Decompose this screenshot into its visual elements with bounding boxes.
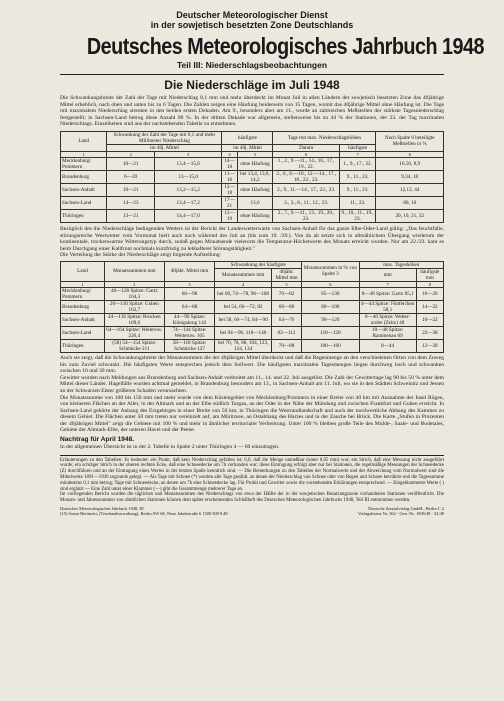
th2-schwankung: Schwankung der häufigste — [215, 261, 302, 268]
th2-pct: Monatssummen in % von Spalte 3 — [302, 261, 359, 281]
table-cell: Sachsen-Land — [61, 196, 107, 209]
table-cell: 14—23 — [107, 196, 155, 209]
th-land: Land — [61, 131, 107, 151]
table-cell: 4—44 Spitze: Fünfeichen 58,1 — [360, 300, 415, 313]
table-cell: bei 58, 66—74, 84—90 — [215, 313, 272, 326]
imprint-left-2: (15) Anton Bertinetti, (Treuhandverwaltung), Berlin SW 68, Neue Jakobstraße 6 1500 500 8.48 — [60, 511, 228, 517]
colnum: 1 — [61, 281, 105, 287]
imprint-left-1: Deutsches Meteorologisches Jahrbuch 1948, III. — [60, 506, 145, 512]
table-cell: 82—112 — [271, 326, 301, 339]
table-cell: 70—88 — [271, 339, 301, 352]
th-datum: Datum — [273, 144, 340, 151]
table-cell: bei 60, 74—78, 96—108 — [215, 287, 272, 300]
table-cell: Brandenburg — [61, 170, 107, 183]
table-cell: 12—28 — [416, 339, 443, 352]
table-row — [61, 170, 444, 183]
table-cell: 9., 10., 11., 19., 23. — [339, 209, 376, 222]
table-cell: 9., 11., 23. — [339, 170, 376, 183]
table-cell: 14—22 — [416, 300, 443, 313]
table-cell: 9., 11., 23. — [339, 183, 376, 196]
table-cell: 1., 9., 17., 22. — [339, 157, 376, 170]
distribution-intro: Die Verteilung der Stärke der Niederschläge zeigt folgende Aufstellung: — [60, 252, 222, 259]
th2-monat2: Monatssummen mm — [215, 268, 272, 281]
colnum: 3 — [164, 281, 215, 287]
table-cell: 16,50, 8,9 — [376, 157, 444, 170]
table-cell: 13,4—17,2 — [154, 196, 222, 209]
table-row — [61, 183, 444, 196]
table-cell: Thüringen — [61, 209, 107, 222]
table-cell: 2., 3., 8., 11., 12., 23. — [273, 196, 340, 209]
table-cell: 2., 9., 11.—14., 17., 22., 23. — [273, 183, 340, 196]
table-cell: 90—120 — [302, 313, 359, 326]
table-cell: Mecklenburg/ Pommern — [61, 157, 107, 170]
table-cell: 11—16 — [222, 170, 237, 183]
masthead: Deutsches Meteorologisches Jahrbuch 1948 — [86, 33, 484, 59]
table-cell: 64—76 — [271, 313, 301, 326]
table-cell: 2., 7., 9.—11., 13., 19., 20., 23. — [273, 209, 340, 222]
table-row — [61, 209, 444, 222]
explanation-paragraph: Erläuterungen zu den Tabellen: Es bedeutet: ein Punkt, daß kein Niederschlag gefallen ist; 0,0, daß die Menge unmeßbar (unter 0,05 mm) war; ein Strich, daß eine Messung nicht ausgeführt wurde; ein schräger Strich in der oberen rechten Ecke, daß eine Schneedecke um 7h vorhanden war; diese Eintragung erfolgt aber nur bei Stationen, die regelmäßige Messungen der Schneedecke (Z) durchführen und an der Eintragung eines Wertes in der letzten Spalte kenntlich sind. — Die Bemerkungen zu den Tabellen der Normalwerte und der Abweichung vom Normalwert sind die Mittelwerte 1891—1930 zugrunde gelegt. — Als Tage mit Schnee (*) wurden alle Tage gezählt, an denen der Niederschlag von Schnee oder von Regen und Schnee herrührte und die Tagessumme mindestens 0,1 mm betrug; Tage mit Schneedecke, an denen um 7h eine Schneedecke lag. Für Probit und Gewitter sowie die vorstehenden Erklärungen entsprechend. — Eingeklammerte Werte ( ) sind ergänzt — Eine Zahl unter einer Klammer (—) gibt die Gesamtmenge mehrerer Tage an. — [60, 457, 444, 492]
colnum: 1 — [61, 151, 107, 157]
divider — [60, 455, 444, 456]
table-cell: 16—26 — [416, 287, 443, 300]
colnum: 5 — [271, 281, 301, 287]
weather-paragraph: Bezüglich des die Niederschläge bedingenden Wetters ist der Bericht der Landeswetterwarte von Sachsen-Anhalt für das ganze Elbe-Oder-Land gültig: „Das feuchtfalle, störungsreiche Westwetter vom Vormonat hielt auch noch während des Juli an (bis zum 19. /20.). Von da ab setzte sich in allmählichem Übergang wiederum der kontinentale, trockenwarme Witterungstyp durch, sodaß gegen Monatsende vielerorts die Temperatur-Höchstwerte des Monats erreicht wurden. Nur am 22./23. kam es beim Durchgang einer Kaltfront nochmals kurzfristig zu lebhafterer Störungstätigkeit." — [60, 225, 444, 252]
table-row — [61, 157, 444, 170]
table-cell: 20, 10, 21, 32 — [376, 209, 444, 222]
table-cell: 13—19 — [222, 209, 237, 222]
page-title: Die Niederschläge im Juli 1948 — [164, 78, 340, 92]
th2-mm: mm — [359, 268, 416, 281]
table-cell: Brandenburg — [61, 300, 105, 313]
table-cell: 12,12, 44 — [376, 183, 444, 196]
th-haeufigste2: häufigste — [339, 144, 376, 151]
table-cell: 2., 6., 8.—10., 12.—14., 17., 18., 22., 23. — [273, 170, 340, 183]
table-cell: 9,34, 18 — [376, 170, 444, 183]
table-row — [61, 339, 444, 352]
table-cell: 80, 10 — [376, 196, 444, 209]
colnum: 3 — [154, 151, 222, 157]
table-cell: Sachsen-Anhalt — [61, 183, 107, 196]
table-cell: 13—15,0 — [154, 170, 222, 183]
th-nach: Nach Spalte 6 beteiligte Meßstellen in % — [376, 131, 444, 151]
table-cell: 74—144 Spitze: Weiterow. 165 — [164, 326, 215, 339]
table-cell: bei 94—96, 118—140 — [215, 326, 272, 339]
table-cell: bei 54, 66—72, 82 — [215, 300, 272, 313]
table-cell: bei 13,4, 13,8, 14,2 — [237, 170, 273, 183]
monthly-sum-paragraph: Die Monatssumme von 100 bis 150 mm und mehr wurde von dem Küstengebiet von Mecklenburg/Pommern in einer Breite von 40 km mit Ausnahme der Insel Rügen, von kleineren Flächen an der Aller, in der Altmark und an der Elbe südlich Torgau, an der Oder in der Nähe der Mündung und zwischen Frankfurt und Guben erreicht. In Sachsen-Land gehörte der Anhang des Erzgebirges in einer Breite von 50 km, in Thüringen die Westrandlandschaft und auch der nordwestliche Abhang des Kammes zu diesem Gebiet. Die Flächen unter 50 mm treten nur vereinzelt auf, am Müritzsee, an Ostabhang des Harzes und in der Zauche bei Brück. Die Karte „Stufen in Prozenten der 40jährigen Mittel" zeigt die Gebiete mit 100 % und mehr in ähnlicher territorialer Verbreitung. Unter 100 % bleiben große Teile des Mulde-, Saale- und Bodetales, Gebiete der Altmark-Elbe, der unteren Havel und der Peene. — [60, 394, 444, 434]
analysis-paragraph: Auch sie zeigt, daß die Schwankungsbreite der Monatssummen die der 40jährigen Mittel überdeckt und daß die Regenmenge an den verschiedenen Orten von dem Zuweg bis zum Zuviel schwankt. Die häufigsten Werte entsprechen jedoch dem Sollwert. Die häufigsten maximalen Tagesmengen liegen durchweg hoch und schwanken zwischen 10 und 30 mm. — [60, 354, 444, 375]
table-cell: 110—120 — [302, 326, 359, 339]
th-im40j-b: im 40j. Mittel — [222, 144, 273, 151]
table-cell: 11., 23. — [339, 196, 376, 209]
table-row — [61, 326, 444, 339]
table-cell: 22—38 — [416, 326, 443, 339]
table-row — [61, 287, 444, 300]
th-haeufigste: häufigste — [222, 131, 273, 144]
colnum: 8 — [376, 151, 444, 157]
service-name: Deutscher Meteorologischer Dienst — [176, 10, 328, 20]
table-cell: 44—90 Spitze: Königskrug 142 — [164, 313, 215, 326]
zone-name: in der sowjetisch besetzten Zone Deutschlands — [150, 20, 354, 30]
table-cell: 8—48 Spitze: Gartz 85,1 — [359, 287, 416, 300]
th-tagemax: Tage mit max. Niederschlagshöhen — [273, 131, 376, 144]
th2-hfg: häufigste mm — [416, 268, 443, 281]
imprint-footer — [60, 506, 444, 516]
table-cell: 12—18 — [222, 183, 237, 196]
table-cell: 6—20 — [107, 170, 155, 183]
table-cell: ohne Häufung — [237, 157, 273, 170]
colnum: 6 — [302, 281, 359, 287]
table-cell: 70—82 — [271, 287, 301, 300]
colnum: 6 — [273, 151, 340, 157]
table-cell: 64—88 — [164, 300, 215, 313]
part-title: Teil III: Niederschlagsbeobachtungen — [176, 60, 328, 70]
th2-mittel2: 40jähr. Mittel mm — [271, 268, 301, 281]
table-cell: Mecklenburg/ Pommern — [61, 287, 105, 300]
colnum: 5 — [237, 151, 273, 157]
table-row — [61, 313, 444, 326]
publication-note: Im vorliegenden Bericht wurden die täglichen und Monatssummen des Niederschlags von etwa der Hälfte der in der sowjetischen Besatzungszone vorhandenen Stationen veröffentlicht. Die Monats- und Jahressummen von sämtlichen Stationen können dem später erscheinenden Schlußheft des Deutschen Meteorologischen Jahrbuchs 1948, Teil III entnommen werden. — [60, 492, 444, 504]
colnum: 2 — [107, 151, 155, 157]
colnum: 8 — [416, 281, 443, 287]
table-cell: 8—44 — [359, 339, 416, 352]
colnum: 4 — [222, 151, 237, 157]
imprint-right-1: Deutsche Zentralverlag GmbH., Berlin C 2 — [368, 506, 444, 512]
colnum: 4 — [215, 281, 272, 287]
table-cell: 10—22 — [416, 313, 443, 326]
precip-amounts-table — [60, 261, 444, 353]
table-cell: 40—128 Spitze: Gartz 164,3 — [104, 287, 164, 300]
th2-monat: Monatssummen mm — [104, 261, 164, 281]
table-cell: ohne Häufung — [237, 183, 273, 196]
table-cell: 68—80 — [271, 300, 301, 313]
table-cell: 58—118 Spitze: Schmücke 137 — [164, 339, 215, 352]
table-cell: 14—18 — [222, 157, 237, 170]
th-im40j: im 40j. Mittel — [107, 144, 222, 151]
table-row — [61, 196, 444, 209]
th-schwankung: Schwankung der Zahl der Tage mit 0,1 und mehr Millimeter Niederschlag — [107, 131, 222, 144]
table-row — [61, 300, 444, 313]
table-cell: 13,4—15,6 — [154, 157, 222, 170]
table-cell: 85—130 — [302, 287, 359, 300]
nachtrag-text: In der allgemeinen Übersicht ist in der 2. Tabelle in Spalte 2 unter Thüringen 4 — 60 einzutragen. — [60, 444, 280, 451]
th2-land: Land — [61, 261, 105, 281]
imprint-right-2: Verlagslizenz Nr. 362 - Gen.-Nr. 1006/48 - 32/48 — [357, 511, 444, 517]
table-cell: Sachsen-Land — [61, 326, 105, 339]
th2-mittel: 40jähr. Mittel mm — [164, 261, 215, 281]
table-cell: 8—40 Spitze: Wetter-zrobe (Zeitz) 48 — [359, 313, 416, 326]
table-cell: 100—160 — [302, 339, 359, 352]
table-cell: 13,2—15,2 — [154, 183, 222, 196]
table-cell: 10—21 — [107, 157, 155, 170]
divider — [60, 74, 444, 75]
table-cell: 60—98 — [164, 287, 215, 300]
table-cell: 17—21 — [222, 196, 237, 209]
table-cell: 14,4—17,0 — [154, 209, 222, 222]
thunderstorm-paragraph: Gewitter wurden nach Meldungen aus Brandenburg und Sachsen-Anhalt verbreitet am 11., 14. und 22. Juli ausgelöst. Die Zahl der Gewittertage lag 90 bis 50 % unter dem Mittel dieser Länder. Hagelfälle wurden achtmal gemeldet, in Brandenburg besonders am 13., in Sachsen-Anhalt am 11. Juli, wo sie in den Städten Schweinitz und Jessen an der Schwarzen Elster größeren Schaden verursachten. — [60, 374, 444, 394]
table-cell: 80—100 — [302, 300, 359, 313]
table-cell: 1., 2., 9.—11., 14., 16., 17., 19., 22. — [273, 157, 340, 170]
table-cell: (58) 54—154 Spitze: Schmücke 211 — [104, 339, 164, 352]
table-cell: Sachsen-Anhalt — [61, 313, 105, 326]
table-cell: 13,6 — [237, 196, 273, 209]
intro-paragraph: Die Schwankungsbreite der Zahl der Tage mit Niederschlag 0,1 mm und mehr überdeckt im Monat Juli in allen Ländern der sowjetisch besetzten Zone das 40jährige Mittel erheblich, nach oben und unten bis zu 6 Tagen. Die Zahlen zeigen eine Häufung beiderseits von 15 Tagen, womit das 40jährige Mittel ohne Häufung ist. Die Tage mit maximalem Niederschlag streuten in den beiden ersten Dekaden. Am 9., besonders aber am 11., wurde an zahlreichen Meßstellen der stärkste Tagesniederschlag festgestellt; in Sachsen-Land betrug diese Anzahl 80 %. In der dritten Dekade war allgemein, stellenweise bis zu 44 % der Stationen, der 23. der Tag maximalen Niederschlags. Einzelheiten sind aus der nachstehenden Tabelle zu entnehmen. — [60, 95, 444, 128]
table-cell: 10—48 Spitze: Rammenau 69 — [359, 326, 416, 339]
table-cell: bei 70, 78, 88, 104, 123, 124, 134 — [215, 339, 272, 352]
table-cell: Thüringen — [61, 339, 105, 352]
colnum: 2 — [104, 281, 164, 287]
rain-days-table — [60, 131, 444, 223]
colnum: 7 — [339, 151, 376, 157]
table-cell: 64—164 Spitze: Weiterow. 226,4 — [106, 326, 163, 339]
table-cell: 20—110 Spitze: Guben 162,7 — [104, 300, 164, 313]
table-cell: 44—116 Spitze: Brocken 169,6 — [104, 313, 164, 326]
table-cell: 10—21 — [107, 183, 155, 196]
th2-maxtag: max. Tageshöhen — [359, 261, 443, 268]
nachtrag-heading: Nachtrag für April 1948. — [60, 436, 135, 444]
colnum: 7 — [359, 281, 416, 287]
table-cell: ohne Häufung — [237, 209, 273, 222]
table-cell: 13—21 — [107, 209, 155, 222]
